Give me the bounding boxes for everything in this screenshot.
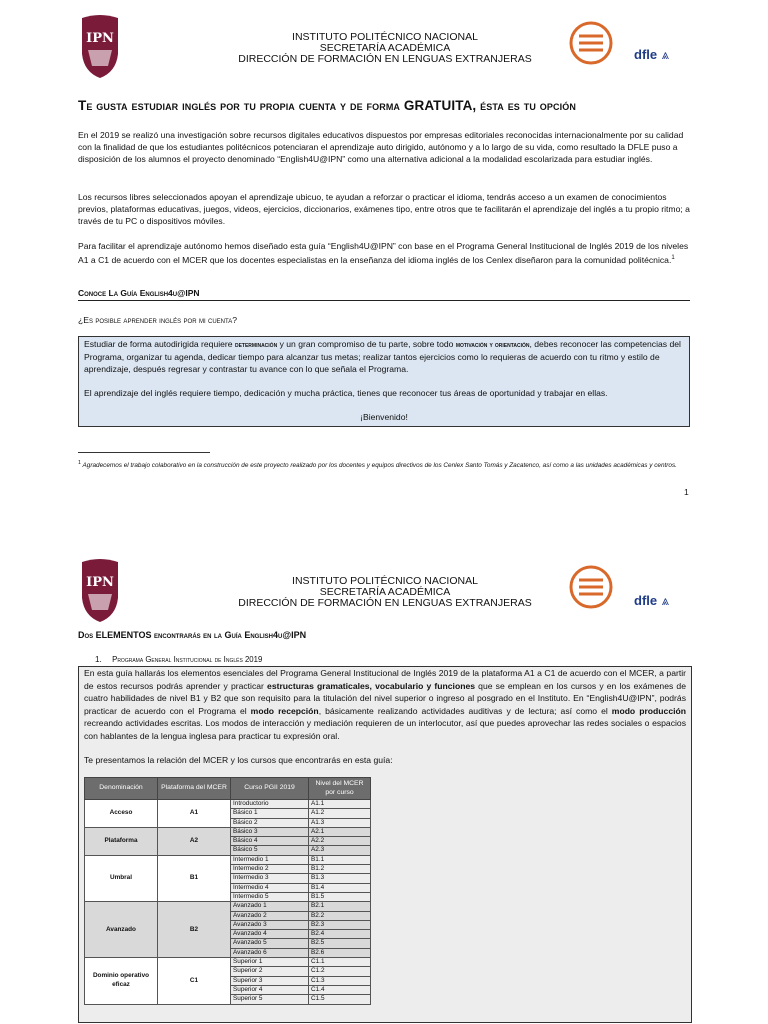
header-line1: INSTITUTO POLITÉCNICO NACIONAL bbox=[292, 31, 478, 43]
section-heading: Conoce La Guía English4u@IPN bbox=[78, 288, 200, 298]
th-denominacion: Denominación bbox=[85, 778, 158, 800]
ipn-logo bbox=[78, 14, 122, 85]
dfle-logo-page2: dfle ⩓ bbox=[634, 593, 669, 608]
motivation-box bbox=[78, 336, 690, 427]
table-row: Superior 4 C1.4 bbox=[85, 985, 371, 994]
table-row: Avanzado 6 B2.6 bbox=[85, 948, 371, 957]
intro-paragraph-3-text: Para facilitar el aprendizaje autónomo hemos diseñado esta guía “English4U@IPN” con base en el Programa General Institucional de Inglés 2019 de los niveles A1 a C1 de acuerdo con el MCER que los docentes especialistas en la enseñanza del idioma inglés de los Cenlex diseñaron para la comunidad politécnica. bbox=[78, 241, 689, 265]
header2-line1: INSTITUTO POLITÉCNICO NACIONAL bbox=[292, 575, 478, 587]
table-row: Básico 4 A2.2 bbox=[85, 837, 371, 846]
dfle-logo-text: dfle bbox=[634, 47, 658, 62]
table-row: Umbral B1 Intermedio 1 B1.1 bbox=[85, 855, 371, 864]
footnote-ref: 1 bbox=[671, 255, 675, 261]
th-nivel: Nivel del MCER por curso bbox=[309, 778, 371, 800]
table-row: Acceso A1 Introductorio A1.1 bbox=[85, 800, 371, 809]
table-row: Básico 2 A1.3 bbox=[85, 818, 371, 827]
dfle-logo bbox=[634, 46, 669, 64]
question-heading: ¿Es posible aprender inglés por mi cuenta? bbox=[78, 315, 238, 325]
table-row: Intermedio 2 B1.2 bbox=[85, 865, 371, 874]
header-line2: SECRETARÍA ACADÉMICA bbox=[319, 42, 451, 54]
intro-paragraph-1: En el 2019 se realizó una investigación sobre recursos digitales educativos dispuestos por empresas editoriales reconocidas internacionalmente por su calidad con la finalidad de que los estudiantes politécnicos potenciaran el aprendizaje auto dirigido, autónomo y a lo largo de su vida, como resultado la DFLE puso a disposición de los alumnos el proyecto denominado “English4U@IPN” como una alternativa adicional a la modalidad escolarizada para estudiar inglés. bbox=[78, 130, 684, 164]
table-intro: Te presentamos la relación del MCER y los cursos que encontrarás en esta guía: bbox=[84, 755, 393, 765]
table-row: Básico 1 A1.2 bbox=[85, 809, 371, 818]
table-row: Intermedio 3 B1.3 bbox=[85, 874, 371, 883]
table-row: Avanzado B2 Avanzado 1 B2.1 bbox=[85, 902, 371, 911]
table-row: Intermedio 5 B1.5 bbox=[85, 892, 371, 901]
ipn-logo-page2 bbox=[78, 558, 122, 629]
section-divider bbox=[78, 300, 690, 301]
footnote: $^1$ Agradecemos el trabajo colaborativo en la construcción de este proyecto realizado por los docentes y equipos directivos de los Cenlex Santo Tomás y Zacatenco, así como a las unidades académicas y centros. bbox=[78, 460, 677, 470]
welcome-text: ¡Bienvenido! bbox=[360, 412, 408, 422]
program-paragraph: En esta guía hallarás los elementos esenciales del Programa General Institucional de Inglés 2019 de la plataforma A1 a C1 de acuerdo con el MCER, a partir de estos recursos podrás aprender y practicar estructuras gramaticales, vocabulario y funciones que se emplean en los cursos y en los exámenes de cuatro habilidades de nivel B1 y B2 que son requisito para la titulación del nivel superior o ingreso al posgrado en el Instituto. En “English4U@IPN”, podrás practicar de acuerdo con el Programa el modo recepción, básicamente realizando actividades auditivas y de lectura; así como el modo producción recreando actividades escritas. Los modos de interacción y mediación requieren de un interlocutor, así que puedes aprovechar las redes sociales o espacios con hablantes de la lengua inglesa para practicar tu expresión oral. bbox=[84, 668, 686, 741]
header2-line3: DIRECCIÓN DE FORMACIÓN EN LENGUAS EXTRANJERAS bbox=[238, 597, 532, 609]
dfle-figure-icon: ⩓ bbox=[661, 593, 669, 608]
box-paragraph-2: El aprendizaje del inglés requiere tiempo, dedicación y mucha práctica, tienes que reconocer tus áreas de oportunidad y trabajar en ellas. bbox=[84, 388, 608, 398]
th-plataforma: Plataforma del MCER bbox=[158, 778, 231, 800]
table-row: Intermedio 4 B1.4 bbox=[85, 883, 371, 892]
cenlex-logo bbox=[569, 20, 613, 71]
page2-heading: Dos ELEMENTOS encontrarás en la Guía English4u@IPN bbox=[78, 630, 307, 640]
table-row: Superior 5 C1.5 bbox=[85, 995, 371, 1004]
header-line3: DIRECCIÓN DE FORMACIÓN EN LENGUAS EXTRANJERAS bbox=[238, 53, 532, 65]
table-row: Avanzado 2 B2.2 bbox=[85, 911, 371, 920]
list-item-1: 1. Programa General Institucional de Inglés 2019 bbox=[95, 655, 263, 664]
table-row: Superior 2 C1.2 bbox=[85, 967, 371, 976]
table-row: Superior 3 C1.3 bbox=[85, 976, 371, 985]
table-row: Avanzado 4 B2.4 bbox=[85, 930, 371, 939]
header-institution-page2 bbox=[200, 576, 570, 609]
table-row: Avanzado 5 B2.5 bbox=[85, 939, 371, 948]
header2-line2: SECRETARÍA ACADÉMICA bbox=[319, 586, 451, 598]
footnote-divider bbox=[78, 452, 210, 453]
cenlex-logo-page2 bbox=[569, 564, 613, 615]
page-title: Te gusta estudiar inglés por tu propia cuenta y de forma GRATUITA, ésta es tu opción bbox=[78, 98, 576, 113]
page-number: 1 bbox=[684, 487, 689, 497]
th-curso: Curso PGII 2019 bbox=[231, 778, 309, 800]
intro-paragraph-2: Los recursos libres seleccionados apoyan el aprendizaje ubicuo, te ayudan a reforzar o practicar el idioma, tendrás acceso a un examen de conocimientos previos, plataformas educativas, juegos, videos, ejercicios, diccionarios, exámenes tipo, entre otros que te facilitarán el aprendizaje del inglés a tu propio ritmo; a través de tu PC o dispositivos móviles. bbox=[78, 192, 690, 226]
box-paragraph-1: Estudiar de forma autodirigida requiere determinación y un gran compromiso de tu parte, sobre todo motivación y orientación, debes reconocer las competencias del Programa, organizar tu agenda, dedicar tiempo para alcanzar tus metas; realizar tantos ejercicios como lo requieras de acuerdo con tu ritmo y estilo de aprendizaje, después regresar y contrastar tu avance con lo que señala el Programa. bbox=[84, 339, 681, 374]
table-row: Dominio operativo eficaz C1 Superior 1 C1.1 bbox=[85, 958, 371, 967]
table-row: Básico 5 A2.3 bbox=[85, 846, 371, 855]
header-institution bbox=[200, 32, 570, 65]
table-row: Plataforma A2 Básico 3 A2.1 bbox=[85, 827, 371, 836]
svg-text:IPN: IPN bbox=[86, 575, 114, 590]
svg-text:IPN: IPN bbox=[86, 31, 114, 46]
mcer-table bbox=[84, 777, 371, 1005]
dfle-figure-icon: ⩓ bbox=[661, 47, 669, 62]
intro-paragraph-3 bbox=[78, 240, 690, 266]
table-row: Avanzado 3 B2.3 bbox=[85, 920, 371, 929]
